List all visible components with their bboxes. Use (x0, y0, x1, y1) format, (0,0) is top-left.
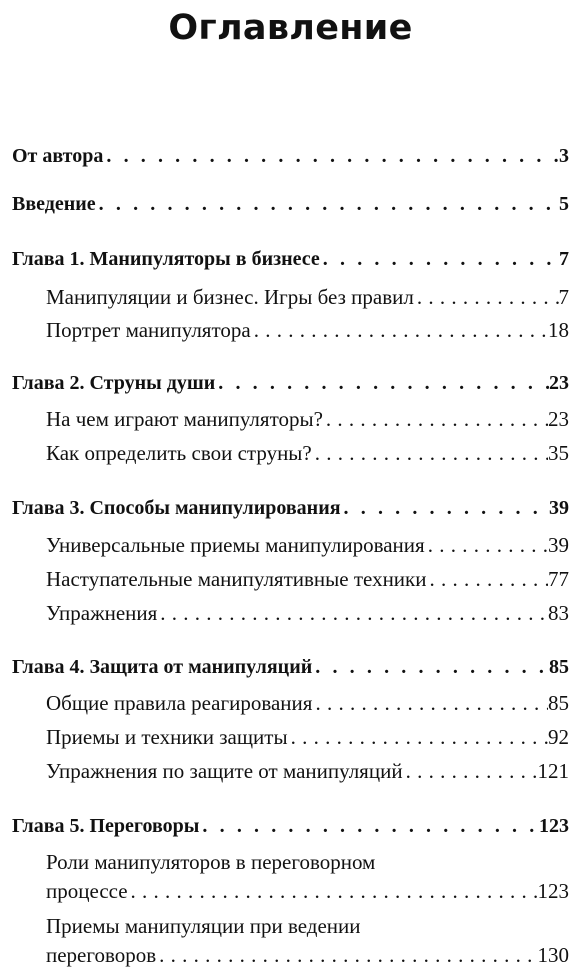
toc-entry-title: Введение (12, 193, 96, 215)
toc-page-number: 123 (539, 815, 569, 837)
toc-page-number: 39 (548, 533, 569, 557)
dot-leader (103, 139, 559, 173)
toc-page-number: 7 (558, 285, 569, 309)
toc-page-number: 5 (559, 193, 569, 215)
toc-chapter-title: Глава 3. Способы манипулирования (12, 497, 341, 519)
toc-section[interactable] (46, 562, 569, 596)
toc-page-number: 35 (548, 441, 569, 465)
toc-section[interactable] (46, 402, 569, 436)
toc-entry-from-author[interactable] (12, 139, 569, 173)
toc-section[interactable] (46, 874, 569, 908)
toc-section-title: Общие правила реагирования (46, 691, 313, 715)
toc-chapter-4[interactable] (12, 650, 569, 684)
toc-page-number: 85 (548, 691, 569, 715)
toc-page-number: 23 (549, 372, 569, 394)
dot-leader (312, 436, 548, 470)
toc-chapter-title: Глава 1. Манипуляторы в бизнесе (12, 248, 320, 270)
toc-section-title: Портрет манипулятора (46, 318, 251, 342)
dot-leader (251, 313, 548, 347)
toc-section-title: Упражнения по защите от манипуляций (46, 759, 403, 783)
toc-section-title: Наступательные манипулятивные техники (46, 567, 427, 591)
dot-leader (425, 528, 548, 562)
toc-page-number: 77 (548, 567, 569, 591)
toc-section[interactable] (46, 754, 569, 788)
toc-section-title-line2: процессе (46, 879, 128, 903)
toc-section-title: Упражнения (46, 601, 158, 625)
dot-leader (414, 280, 559, 314)
dot-leader (426, 562, 548, 596)
toc-chapter-title: Глава 4. Защита от манипуляций (12, 656, 313, 678)
toc-section-title-line1[interactable]: Приемы манипуляции при ведении (46, 914, 361, 938)
toc-page-number: 3 (559, 145, 569, 167)
toc-chapter-5[interactable] (12, 809, 569, 843)
toc-chapter-title: Глава 5. Переговоры (12, 815, 200, 837)
toc-section-title: Универсальные приемы манипулирования (46, 533, 425, 557)
toc-section-title-line2: переговоров (46, 943, 157, 967)
dot-leader (215, 366, 549, 400)
toc-chapter-title: Глава 2. Струны души (12, 372, 216, 394)
toc-section[interactable] (46, 938, 569, 972)
dot-leader (341, 491, 549, 525)
toc-section-title-line1[interactable]: Роли манипуляторов в переговорном (46, 850, 376, 874)
toc-section[interactable] (46, 280, 569, 314)
toc-section[interactable] (46, 528, 569, 562)
toc-page-number: 130 (537, 943, 569, 967)
dot-leader (96, 187, 559, 221)
page-title: Оглавление (168, 8, 413, 48)
toc-page-number: 83 (548, 601, 569, 625)
toc-page-number: 85 (549, 656, 569, 678)
toc-section[interactable] (46, 686, 569, 720)
toc-section[interactable] (46, 313, 569, 347)
dot-leader (288, 720, 548, 754)
dot-leader (403, 754, 538, 788)
toc-chapter-3[interactable] (12, 491, 569, 525)
toc-section-title: Приемы и техники защиты (46, 725, 288, 749)
dot-leader (323, 402, 548, 436)
toc-section-title: Как определить свои струны? (46, 441, 312, 465)
dot-leader (128, 874, 538, 908)
toc-chapter-1[interactable] (12, 242, 569, 276)
toc-page-number: 7 (559, 248, 569, 270)
toc-page-number: 39 (549, 497, 569, 519)
toc-entry-title: От автора (12, 145, 104, 167)
toc-page-number: 23 (548, 407, 569, 431)
dot-leader (199, 809, 539, 843)
toc-page-number: 123 (537, 879, 569, 903)
toc-entry-introduction[interactable] (12, 187, 569, 221)
dot-leader (157, 596, 548, 630)
toc-section[interactable] (46, 596, 569, 630)
dot-leader (312, 686, 548, 720)
toc-section[interactable] (46, 436, 569, 470)
toc-section-title: Манипуляции и бизнес. Игры без правил (46, 285, 414, 309)
toc-page-number: 92 (548, 725, 569, 749)
toc-page-number: 18 (548, 318, 569, 342)
toc-chapter-2[interactable] (12, 366, 569, 400)
dot-leader (156, 938, 537, 972)
toc-section[interactable] (46, 720, 569, 754)
dot-leader (312, 650, 549, 684)
dot-leader (320, 242, 559, 276)
toc-section-title: На чем играют манипуляторы? (46, 407, 323, 431)
toc-page-number: 121 (537, 759, 569, 783)
